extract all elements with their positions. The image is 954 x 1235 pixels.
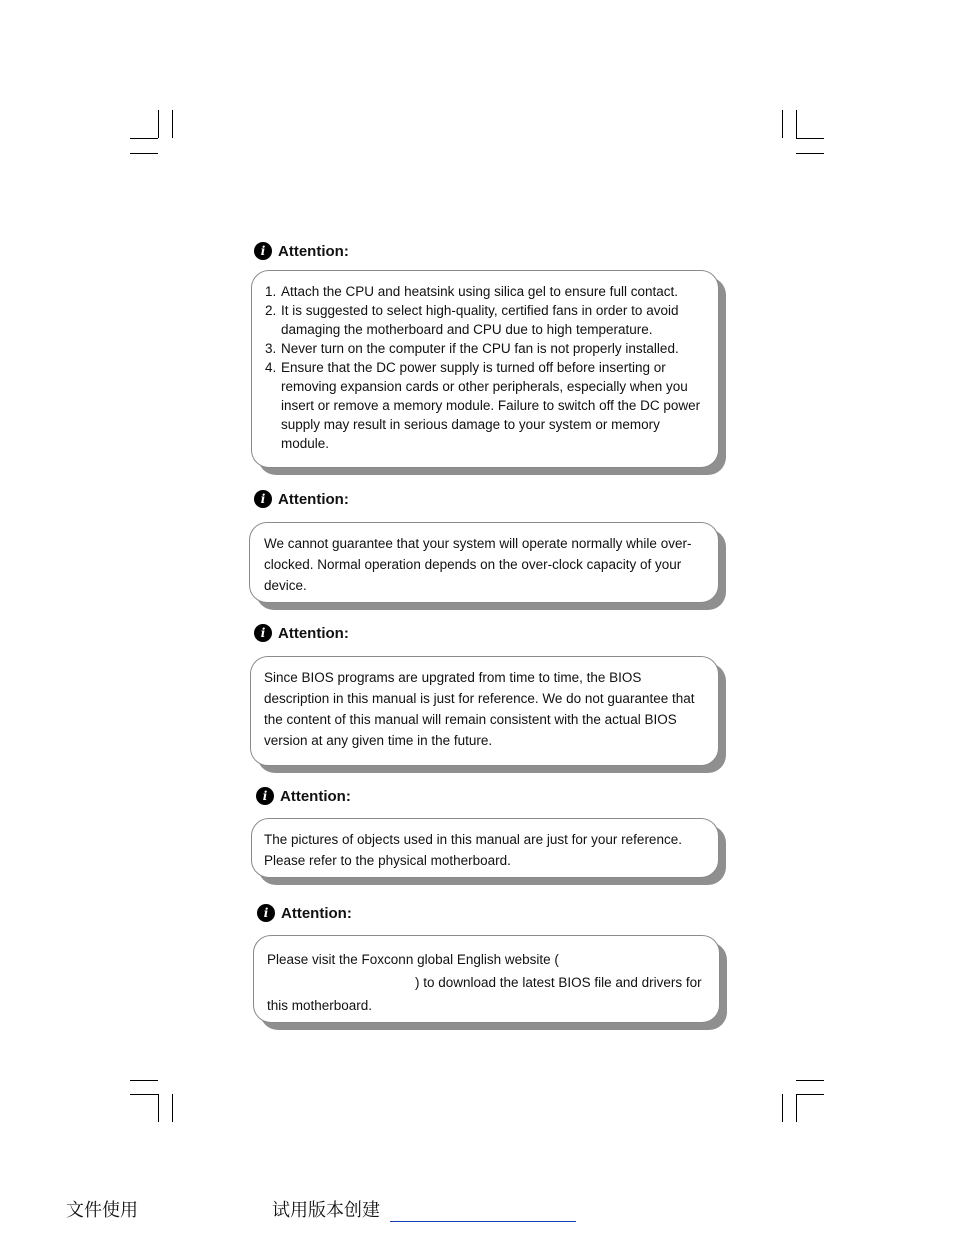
- crop-mark: [796, 153, 824, 154]
- crop-mark: [796, 1094, 797, 1122]
- note-text: We cannot guarantee that your system will operate normally while over-clocked. Normal operation depends on the over-clock capacity of your device.: [264, 536, 692, 593]
- note-text: Since BIOS programs are upgrated from time to time, the BIOS description in this manual is just for reference. We do not guarantee that the content of this manual will remain consistent with the actual BIOS version at any given time in the future.: [264, 670, 695, 748]
- list-item: 4. Ensure that the DC power supply is turned off before inserting or removing expansion cards or other peripherals, especially when you insert or remove a memory module. Failure to switch off the DC power supply may result in serious damage to your system or memory module.: [280, 358, 708, 453]
- crop-mark: [796, 1094, 824, 1095]
- attention-heading: [257, 904, 352, 922]
- crop-mark: [130, 1080, 158, 1081]
- crop-mark: [782, 1094, 783, 1122]
- note-box-cpu: [251, 270, 719, 468]
- note-list: [265, 282, 708, 453]
- note-text: [267, 948, 705, 1017]
- crop-mark: [172, 1094, 173, 1122]
- attention-heading: [254, 624, 349, 642]
- info-icon: i: [254, 242, 272, 260]
- info-icon: i: [257, 904, 275, 922]
- crop-mark: [782, 110, 783, 138]
- note-box-website: [253, 935, 720, 1023]
- footer-link[interactable]: [390, 1201, 576, 1222]
- crop-mark: [796, 110, 797, 138]
- attention-label: Attention:: [281, 904, 352, 922]
- note-box-bios: [250, 656, 719, 766]
- note-text-before: Please visit the Foxconn global English website (: [267, 952, 559, 967]
- note-box-overclock: [249, 522, 719, 603]
- note-text: The pictures of objects used in this manual are just for your reference. Please refer to the physical motherboard.: [264, 832, 682, 868]
- crop-mark: [172, 110, 173, 138]
- crop-mark: [796, 138, 824, 139]
- list-item: 1. Attach the CPU and heatsink using silica gel to ensure full contact.: [280, 282, 708, 301]
- crop-mark: [158, 1094, 159, 1122]
- attention-label: Attention:: [280, 787, 351, 805]
- note-box-pictures: [251, 818, 719, 878]
- footer-left-text: 文件使用: [66, 1200, 138, 1221]
- note-text-after: ) to download the latest BIOS file and drivers for this motherboard.: [267, 975, 702, 1013]
- attention-heading: [256, 787, 351, 805]
- footer-right-text: 试用版本创建: [272, 1200, 380, 1221]
- crop-mark: [130, 138, 158, 139]
- attention-label: Attention:: [278, 242, 349, 260]
- info-icon: i: [256, 787, 274, 805]
- attention-heading: [254, 242, 349, 260]
- attention-heading: [254, 490, 349, 508]
- list-item: 3. Never turn on the computer if the CPU fan is not properly installed.: [280, 339, 708, 358]
- crop-mark: [158, 110, 159, 138]
- crop-mark: [130, 1094, 158, 1095]
- info-icon: i: [254, 490, 272, 508]
- attention-label: Attention:: [278, 490, 349, 508]
- footer-right: [272, 1196, 576, 1222]
- list-item: 2. It is suggested to select high-quality, certified fans in order to avoid damaging the motherboard and CPU due to high temperature.: [280, 301, 708, 339]
- crop-mark: [796, 1080, 824, 1081]
- attention-label: Attention:: [278, 624, 349, 642]
- crop-mark: [130, 153, 158, 154]
- info-icon: i: [254, 624, 272, 642]
